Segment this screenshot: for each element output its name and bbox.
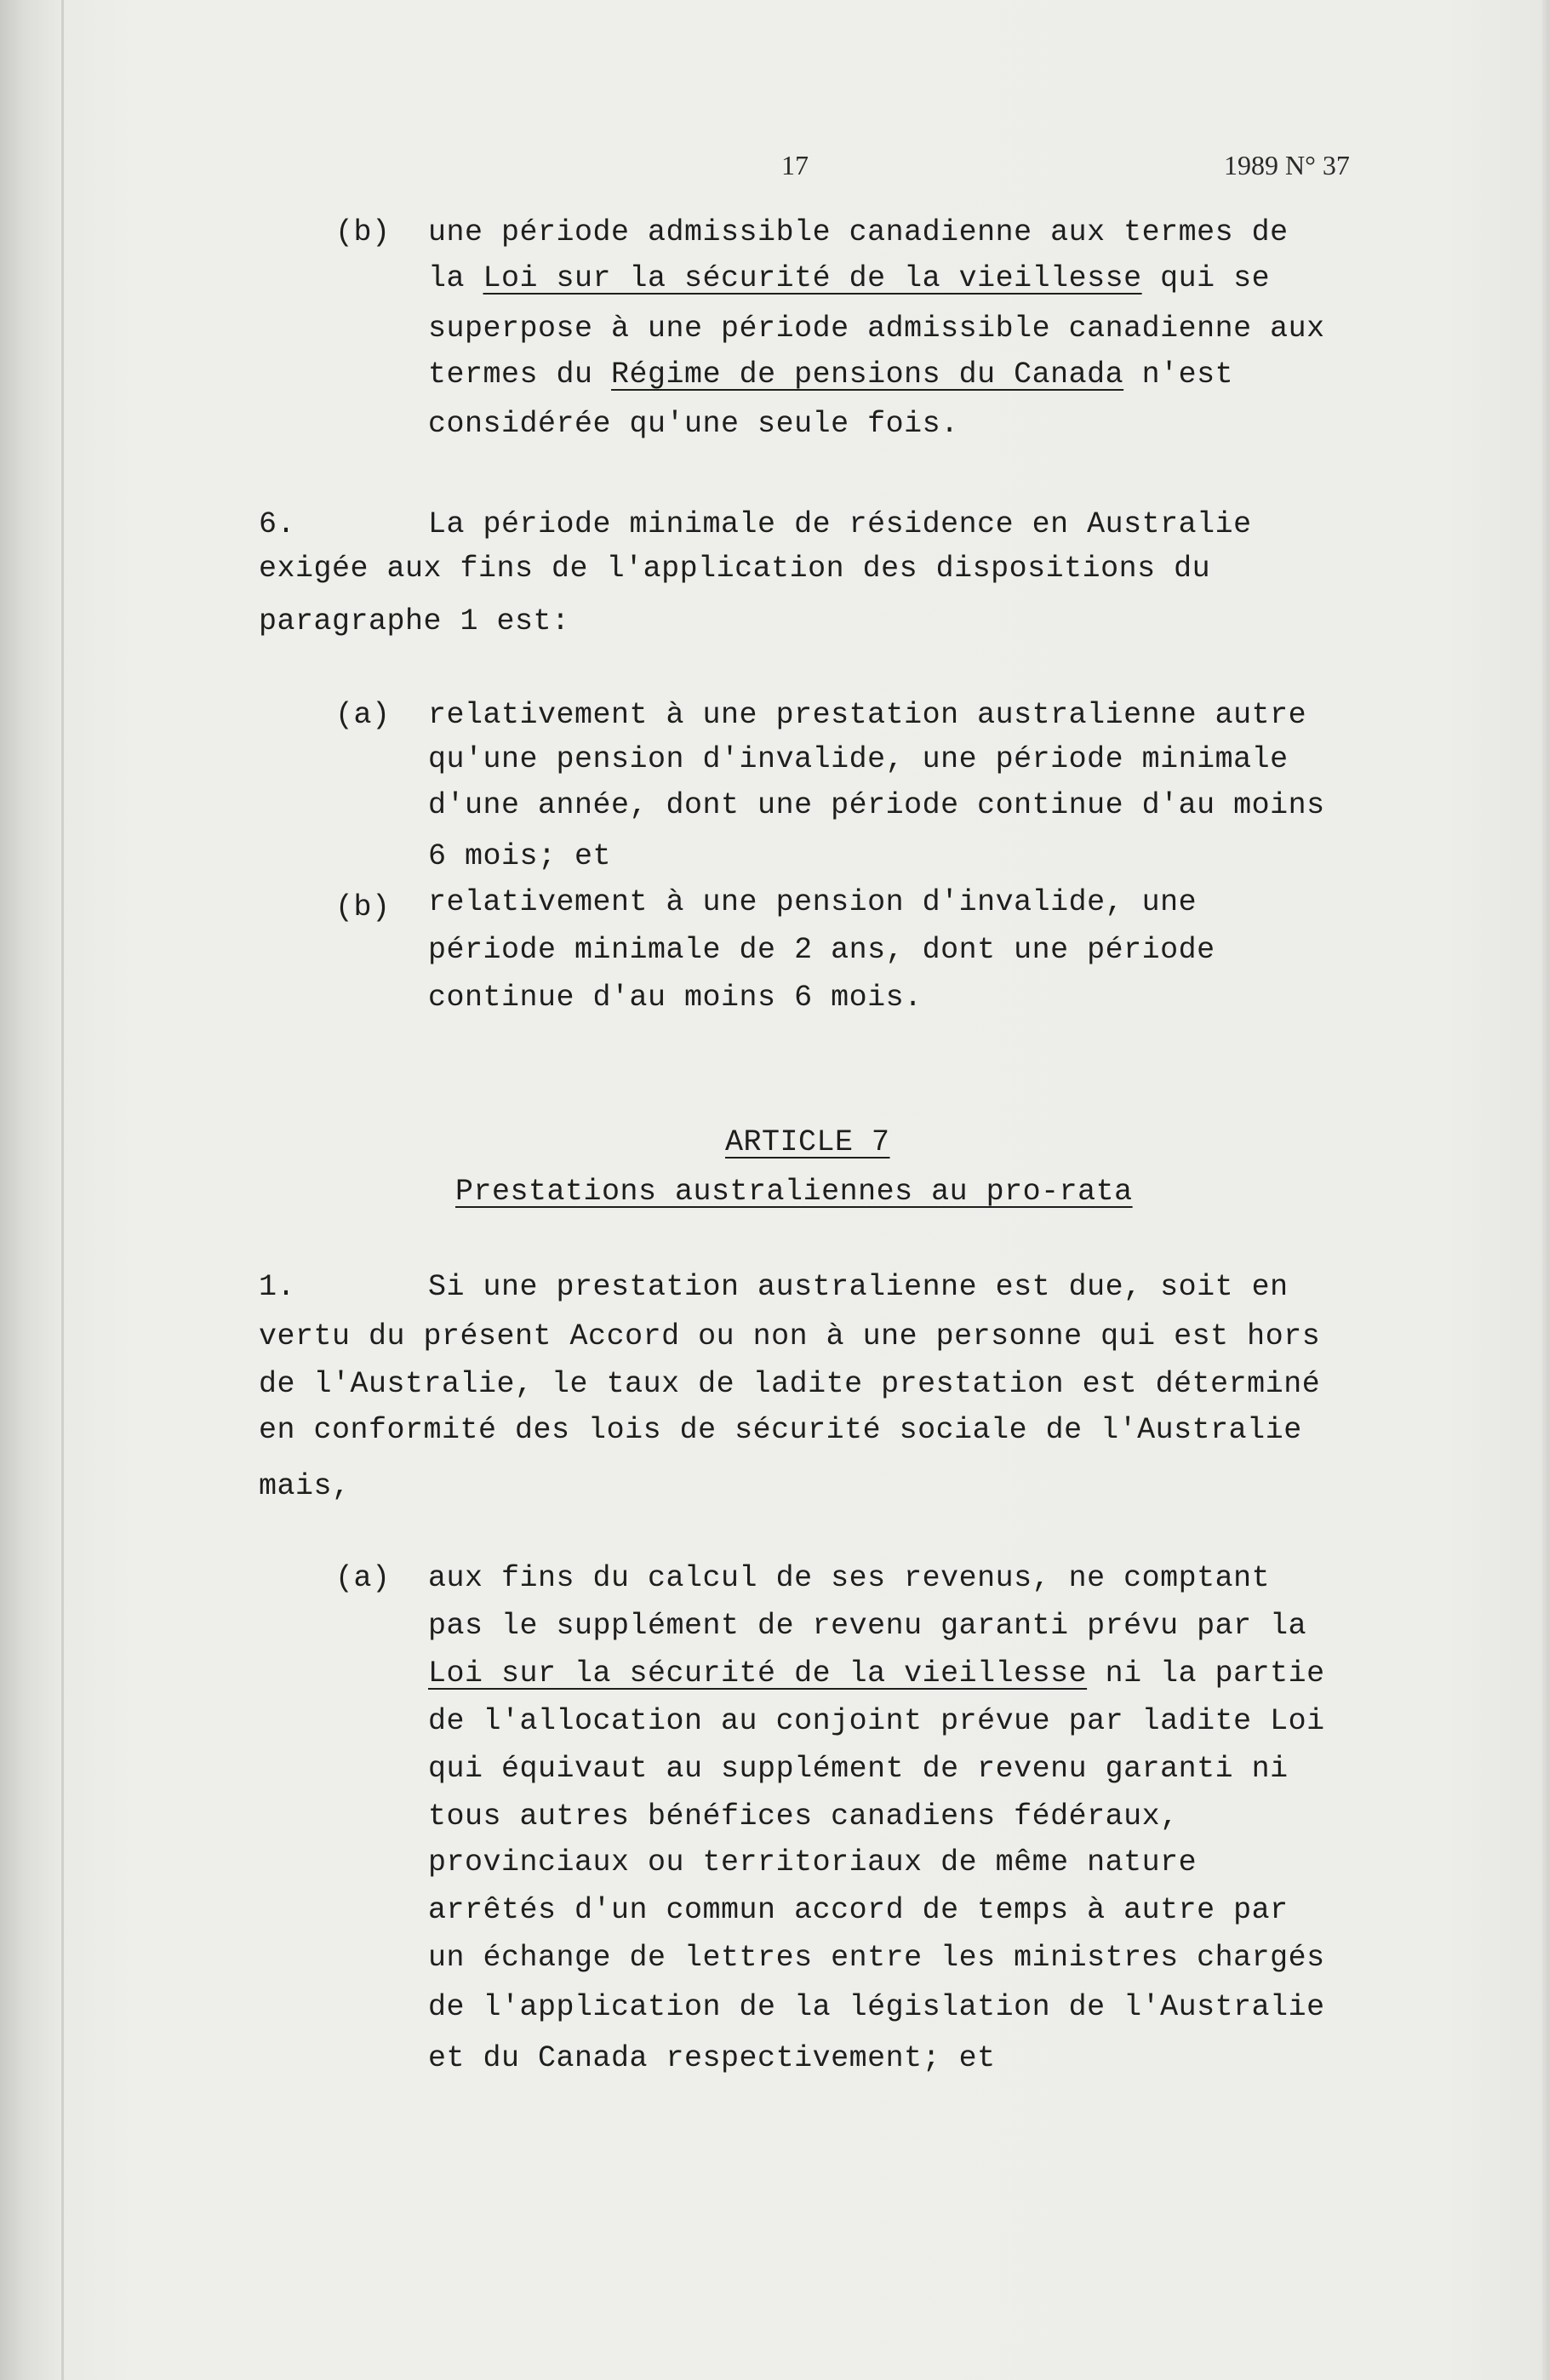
- text-line: vertu du présent Accord ou non à une personne qui est hors: [259, 1319, 1321, 1353]
- text-line: en conformité des lois de sécurité sociale de l'Australie: [259, 1413, 1302, 1447]
- page-edge: [1542, 0, 1549, 2380]
- text-line: superpose à une période admissible canadienne aux: [428, 312, 1325, 346]
- text-line: La période minimale de résidence en Australie: [428, 507, 1252, 541]
- paragraph-number: 6.: [259, 507, 296, 541]
- item-label: (a): [335, 1561, 391, 1595]
- paragraph-number: 1.: [259, 1270, 296, 1304]
- text-line: et du Canada respectivement; et: [428, 2041, 996, 2075]
- text-line: aux fins du calcul de ses revenus, ne comptant: [428, 1561, 1271, 1595]
- text-line: termes du Régime de pensions du Canada n'est: [428, 358, 1234, 392]
- text-line: tous autres bénéfices canadiens fédéraux,: [428, 1799, 1179, 1834]
- text-line: paragraphe 1 est:: [259, 604, 570, 638]
- text-line: 6 mois; et: [428, 839, 612, 873]
- text-line: arrêtés d'un commun accord de temps à autre par: [428, 1893, 1289, 1927]
- statute-title: Loi sur la sécurité de la vieillesse: [428, 1656, 1088, 1691]
- binding-edge: [61, 0, 64, 2380]
- item-label: (b): [335, 215, 391, 249]
- text-line: la Loi sur la sécurité de la vieillesse qui se: [428, 261, 1271, 295]
- text-line: relativement à une pension d'invalide, une: [428, 885, 1197, 919]
- statute-title: Régime de pensions du Canada: [611, 358, 1124, 392]
- text-line: mais,: [259, 1469, 351, 1503]
- text-line: une période admissible canadienne aux termes de: [428, 215, 1289, 249]
- text-line: de l'application de la législation de l'Australie: [428, 1990, 1325, 2024]
- text-line: de l'Australie, le taux de ladite prestation est déterminé: [259, 1367, 1321, 1401]
- text-line: de l'allocation au conjoint prévue par ladite Loi: [428, 1704, 1325, 1738]
- text-line: considérée qu'une seule fois.: [428, 407, 959, 441]
- statute-title: Loi sur la sécurité de la vieillesse: [483, 261, 1142, 295]
- text-line: continue d'au moins 6 mois.: [428, 981, 923, 1015]
- text-line: un échange de lettres entre les ministres chargés: [428, 1941, 1325, 1975]
- text-line: qu'une pension d'invalide, une période minimale: [428, 742, 1289, 776]
- page-number: 17: [781, 150, 809, 180]
- text-line: Loi sur la sécurité de la vieillesse ni la partie: [428, 1656, 1325, 1691]
- text-line: période minimale de 2 ans, dont une période: [428, 933, 1215, 967]
- text-line: Si une prestation australienne est due, soit en: [428, 1270, 1289, 1304]
- item-label: (b): [335, 890, 391, 924]
- item-label: (a): [335, 698, 391, 732]
- text-line: qui équivaut au supplément de revenu garanti ni: [428, 1752, 1289, 1786]
- text-line: pas le supplément de revenu garanti prévu par la: [428, 1609, 1307, 1643]
- article-heading: ARTICLE 7: [725, 1125, 890, 1159]
- text-line: relativement à une prestation australienne autre: [428, 698, 1307, 732]
- text-line: d'une année, dont une période continue d'au moins: [428, 788, 1325, 822]
- article-subheading: Prestations australiennes au pro-rata: [455, 1175, 1133, 1209]
- text-line: exigée aux fins de l'application des dispositions du: [259, 552, 1211, 586]
- text-line: provinciaux ou territoriaux de même nature: [428, 1845, 1197, 1879]
- document-reference: 1989 N° 37: [1224, 150, 1350, 180]
